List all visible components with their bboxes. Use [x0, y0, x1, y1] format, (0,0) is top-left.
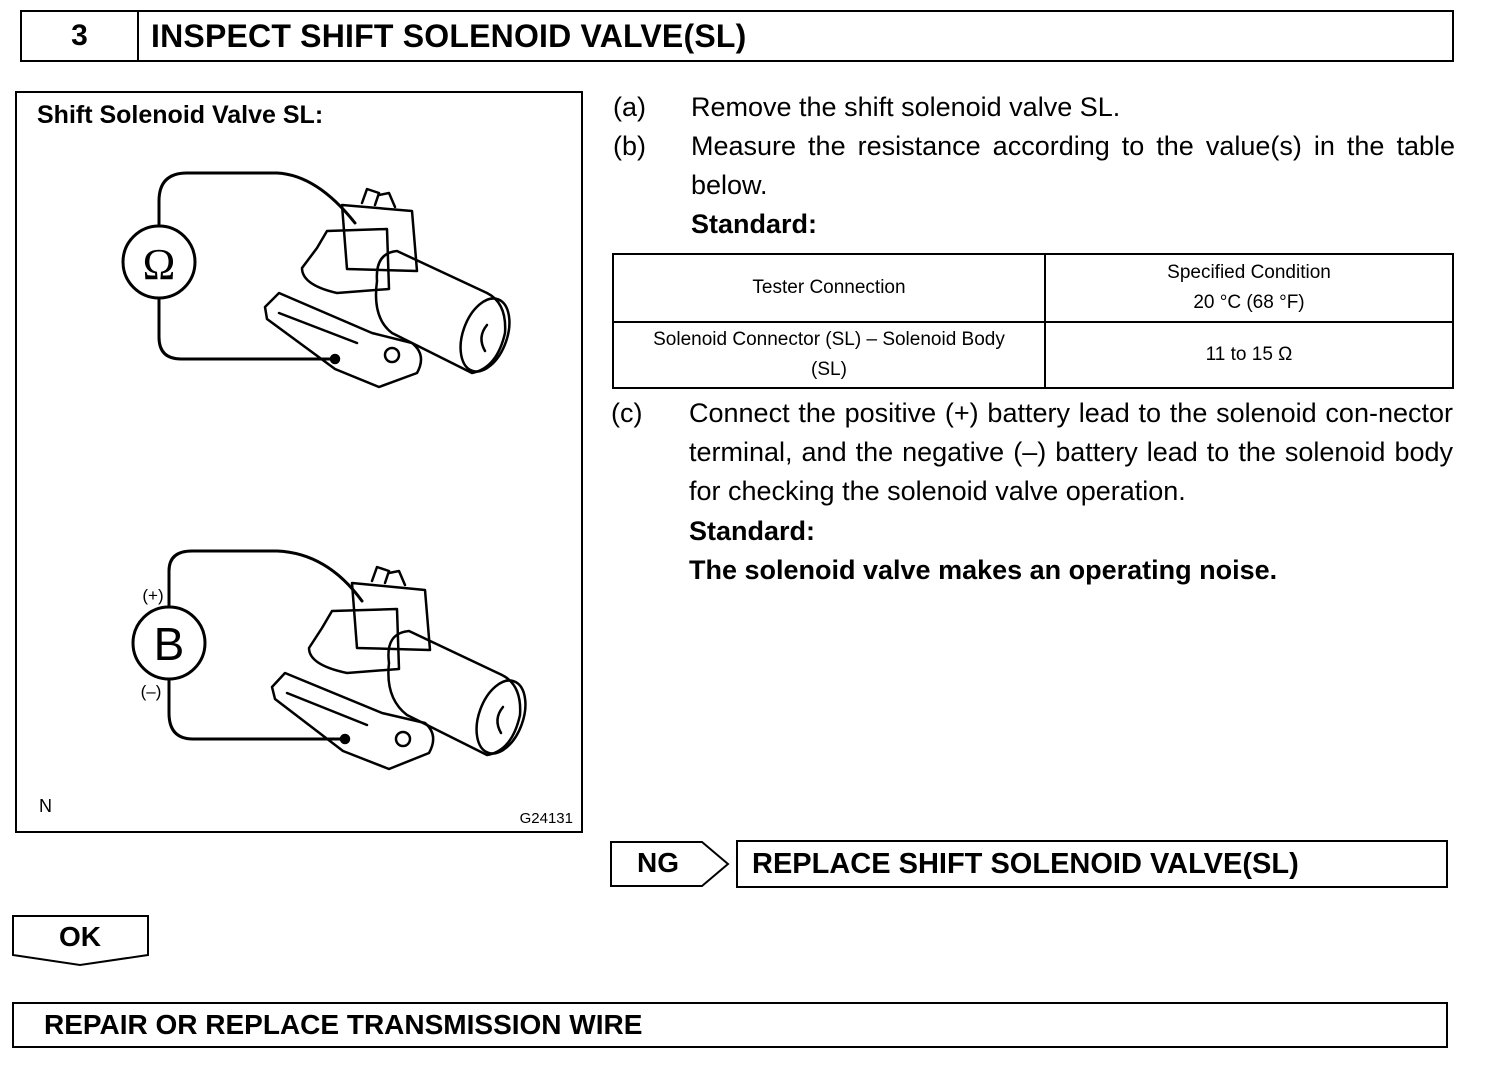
step-b-text: Measure the resistance according to the value(s) in the table below. [691, 131, 1455, 200]
table-cell: Solenoid Connector (SL) – Solenoid Body (SL) [613, 322, 1045, 388]
ok-label: OK [59, 921, 101, 952]
step-b-standard-label: Standard: [691, 209, 818, 239]
footer-action-box: REPAIR OR REPLACE TRANSMISSION WIRE [12, 1002, 1448, 1048]
step-c-standard-text: The solenoid valve makes an operating noise. [689, 555, 1278, 585]
table-header-line: 20 °C (68 °F) [1193, 292, 1305, 313]
step-c [611, 394, 1455, 594]
ohmmeter-lead-top [159, 173, 355, 225]
ng-result-box: REPLACE SHIFT SOLENOID VALVE(SL) [736, 840, 1448, 888]
table-header-row [613, 254, 1453, 322]
ng-label: NG [637, 847, 679, 878]
figure-corner-mark: N [39, 796, 52, 816]
ok-indicator [12, 915, 152, 967]
step-c-text: Connect the positive (+) battery lead to the solenoid con-nector terminal, and the negative (–) battery lead to the solenoid body for checking the solenoid valve operation. [689, 398, 1453, 506]
spec-table [612, 253, 1454, 389]
step-b [613, 127, 1455, 247]
step-c-standard-label: Standard: [689, 516, 816, 546]
figure-code: G24131 [519, 810, 573, 827]
step-a-label: (a) [613, 92, 646, 122]
figure-caption: Shift Solenoid Valve SL: [37, 101, 324, 129]
battery-positive-label: (+) [142, 586, 164, 605]
battery-lead-top [169, 551, 362, 607]
battery-negative-label: (–) [140, 682, 162, 701]
step-title: INSPECT SHIFT SOLENOID VALVE(SL) [151, 17, 747, 54]
table-header-cell: Tester Connection [613, 254, 1045, 322]
solenoid-diagram [17, 93, 583, 833]
step-number: 3 [22, 12, 139, 60]
table-row [613, 322, 1453, 388]
step-header [20, 10, 1454, 62]
table-header-line: Specified Condition [1167, 262, 1331, 283]
ng-indicator [610, 840, 734, 888]
battery-symbol-text: B [153, 618, 185, 670]
table-cell: 11 to 15 Ω [1045, 322, 1453, 388]
ohm-symbol-text: Ω [142, 240, 176, 289]
step-a-text: Remove the shift solenoid valve SL. [691, 92, 1121, 122]
solenoid-valve-1 [265, 189, 519, 387]
solenoid-illustration [15, 91, 583, 833]
step-c-label: (c) [611, 398, 643, 428]
table-header-cell [1045, 254, 1453, 322]
step-b-label: (b) [613, 131, 646, 161]
